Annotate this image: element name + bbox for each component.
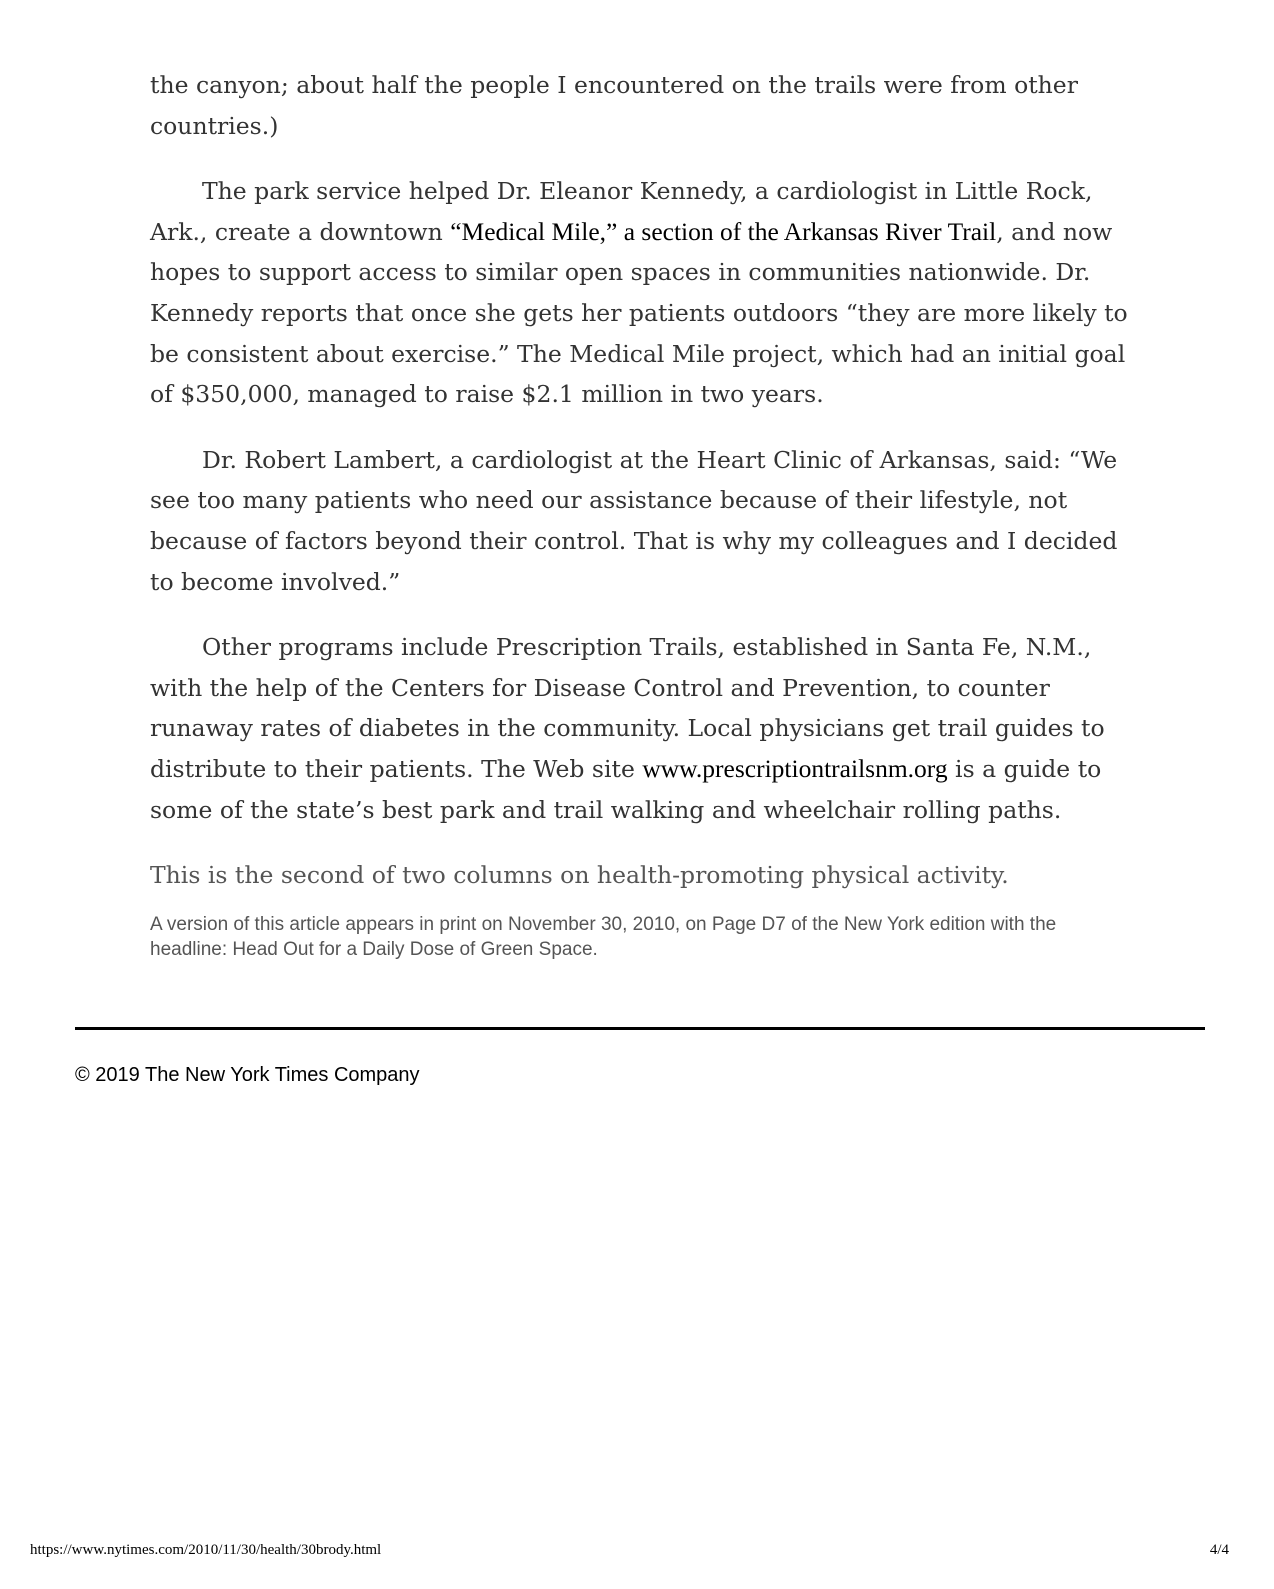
page-url: https://www.nytimes.com/2010/11/30/health/30brody.html [30,1542,382,1558]
page-number: 4/4 [1209,1542,1229,1558]
article-paragraph: the canyon; about half the people I encountered on the trails were from other countries.) [150,71,1078,140]
paragraph-text: , and now hopes to support access to similar open spaces in communities nationwide. Dr. Kennedy reports that once she gets her patients outdoors “they are more likely to be consistent about exercise.” The Medical Mile project, which had an initial goal of $350,000, managed to raise $2.1 million in two years. [150,217,1128,409]
prescription-trails-link[interactable]: www.prescriptiontrailsnm.org [642,753,948,783]
paragraph-text: The park service helped Dr. Eleanor Kennedy, a cardiologist in Little Rock, Ark., create a downtown [150,177,1093,246]
article-paragraph [150,627,1130,830]
footer-divider [75,1027,1205,1030]
paragraph-text: is a guide to some of the state’s best park and trail walking and wheelchair rolling paths. [150,754,1102,824]
article-paragraph: Dr. Robert Lambert, a cardiologist at the Heart Clinic of Arkansas, said: “We see too many patients who need our assistance because of their lifestyle, not because of factors beyond their control. That is why my colleagues and I decided to become involved.” [150,445,1118,596]
series-note: This is the second of two columns on health-promoting physical activity. [150,861,1009,890]
print-edition-note: A version of this article appears in print on November 30, 2010, on Page D7 of the New York edition with the headline: Head Out for a Daily Dose of Green Space. [150,914,1057,960]
article-body [150,65,1130,916]
copyright-notice: © 2019 The New York Times Company [75,1064,420,1086]
paragraph-text: Other programs include Prescription Trails, established in Santa Fe, N.M., with the help of the Centers for Disease Control and Prevention, to counter runaway rates of diabetes in the community. Local physicians get trail guides to distribute to their patients. The Web site [150,633,1105,783]
article-paragraph [150,171,1130,415]
medical-mile-link[interactable]: “Medical Mile,” a section of the Arkansas River Trail [450,216,997,246]
